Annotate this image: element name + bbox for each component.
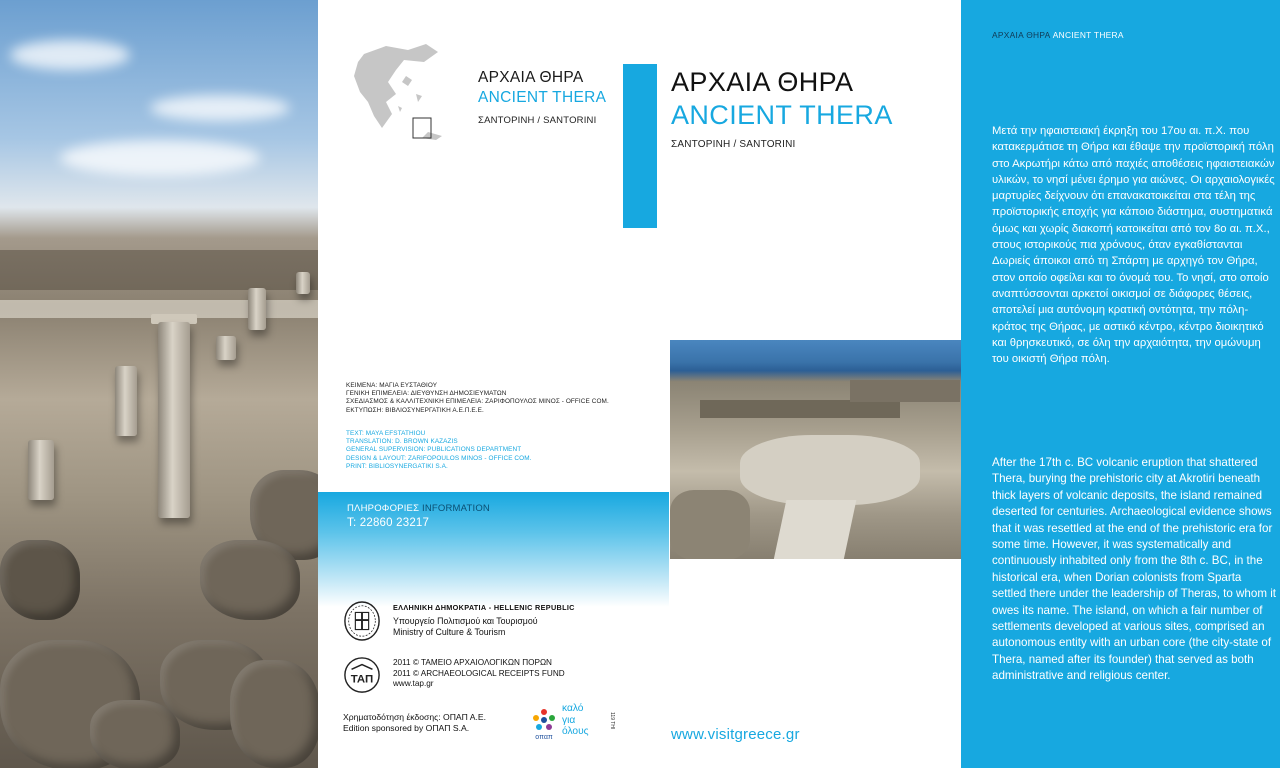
photo-wall (850, 380, 960, 402)
front-title-en: ANCIENT THERA (671, 100, 893, 130)
panel-header-gr: ΑΡΧΑΙΑ ΘΗΡΑ (992, 30, 1051, 40)
slogan-line: όλους (562, 726, 589, 737)
hellenic-republic-emblem-icon (343, 600, 381, 642)
accent-bar (623, 64, 657, 228)
ancient-column (248, 288, 266, 330)
ruins-photo-panel (0, 0, 318, 768)
sponsor-line-en: Edition sponsored by ΟΠΑΠ S.A. (343, 723, 470, 733)
text-panel (961, 0, 1280, 768)
ancient-column (216, 336, 236, 360)
boulder (90, 700, 180, 768)
credit-line: TEXT: MAYA EFSTATHIOU (346, 430, 426, 437)
tap-url: www.tap.gr (393, 679, 434, 688)
credits-greek (346, 382, 646, 415)
opap-label: οπαπ (535, 734, 553, 741)
tap-line-en: 2011 © ARCHAEOLOGICAL RECEIPTS FUND (393, 668, 565, 678)
credit-line: ΚΕΙΜΕΝΑ: ΜΑΓΙΑ ΕΥΣΤΑΘΙΟΥ (346, 382, 438, 389)
panel-header-en: ANCIENT THERA (1052, 30, 1124, 40)
boulder (230, 660, 318, 768)
front-cover-panel (605, 0, 961, 768)
greece-map-icon (346, 36, 446, 156)
ministry-line-en: Ministry of Culture & Tourism (393, 627, 506, 637)
ancient-column (28, 440, 54, 500)
information-label-gr: ΠΛΗΡΟΦΟΡΙΕΣ (347, 503, 420, 514)
front-title-gr: ΑΡΧΑΙΑ ΘΗΡΑ (671, 67, 854, 97)
ministry-line-gr: Υπουργείο Πολιτισμού και Τουρισμού (393, 616, 538, 626)
slogan-line: για (562, 714, 576, 726)
phone-value: 22860 23217 (359, 517, 430, 529)
ancient-column (158, 322, 190, 518)
phone-prefix: Τ: (347, 517, 357, 529)
boulder (200, 540, 300, 620)
credit-line: DESIGN & LAYOUT: ZARIFOPOULOS MINOS - OFFICE COM. (346, 454, 532, 462)
print-code: 119 ΤΗΙ (609, 712, 615, 730)
credit-line: ΓΕΝΙΚΗ ΕΠΙΜΕΛΕΙΑ: ΔΙΕΥΘΥΝΣΗ ΔΗΜΟΣΙΕΥΜΑΤΩΝ (346, 390, 507, 398)
ministry-label (393, 616, 538, 638)
theatre-site-photo (670, 340, 961, 559)
panel-header (992, 30, 1124, 40)
cover-title-gr: ΑΡΧΑΙΑ ΘΗΡΑ (478, 69, 584, 86)
history-paragraph-gr: Μετά την ηφαιστειακή έκρηξη του 17ου αι. π.Χ. που κατακερμάτισε τη Θήρα και έθαψε την προϊστορική πόλη στο Ακρωτήρι κάτω από παχιές αποθέσεις ηφαιστειακών υλικών, το νησί μένει έρημο για αιώνες. Οι αρχαιολογικές μαρτυρίες δείχνουν ότι επανακατοικείται στα τέλη της προϊστορικής εποχής για κάποιο διάστημα, συστηματικά όμως και χωρίς διακοπή κατοικείται από τον 8ο αι. π.Χ., στους ιστορικούς πια χρόνους, όταν εγκαθίστανται Δωριείς άποικοι από τη Σπάρτη με αρχηγό τον Θήρα, στον οποίο οφείλει και το όνομά του. Το νησί, στο οποίο αναπτύσσονται αρκετοί οικισμοί σε διάφορες θέσεις, αποτελεί μια αυτόνομη κρατική οντότητα, την πόλη-κράτος της Θήρας, με αστικό κέντρο, κέντρο διοικητικό και θρησκευτικό, σε όλη την αρχαιότητα, την ομώνυμη του οικιστή Θήρα πόλη. (992, 125, 1275, 366)
theatre-floor (740, 435, 920, 505)
opap-star-logo-icon (530, 704, 558, 742)
boulder (0, 540, 80, 620)
photo-rubble (670, 490, 750, 559)
credit-line: ΣΧΕΔΙΑΣΜΟΣ & ΚΑΛΛΙΤΕΧΝΙΚΗ ΕΠΙΜΕΛΕΙΑ: ΖΑΡΙΦΟΠΟΥΛΟΣ ΜΙΝΟΣ - OFFICE COM. (346, 398, 609, 406)
tap-fund-text (393, 658, 565, 690)
history-paragraph-en: After the 17th c. BC volcanic eruption that shattered Thera, burying the prehistoric city at Akrotiri beneath thick layers of volcanic deposits, the island remained deserted for centuries. Archaeological evidence shows that it was resettled at the end of the prehistoric era for some time. However, it was systematically and continuously inhabited only from the 8th c. BC, in the historical era, when Dorian colonists from Sparta settled there under the leadership of Theras, to whom it owes its name. The island, on which a fair number of settlements developed at various sites, comprised an autonomous entity with an urban core (the city-state of Thera, named after its founder) that served as both administrative and religious center. (992, 456, 1276, 683)
phone-number (347, 517, 429, 529)
tap-line-gr: 2011 © ΤΑΜΕΙΟ ΑΡΧΑΙΟΛΟΓΙΚΩΝ ΠΟΡΩΝ (393, 658, 552, 667)
credit-line: GENERAL SUPERVISION: PUBLICATIONS DEPARTMENT (346, 446, 522, 454)
cover-title-en: ANCIENT THERA (478, 89, 607, 106)
cloud (150, 95, 290, 121)
information-label-en: INFORMATION (422, 503, 490, 514)
svg-text:ΤΑΠ: ΤΑΠ (350, 673, 374, 686)
kalo-gia-olous-slogan (562, 703, 589, 738)
credits-english (346, 430, 646, 471)
cloud (60, 140, 260, 176)
ancient-column (115, 366, 137, 436)
tap-fund-logo-icon (343, 656, 381, 694)
credit-line: ΕΚΤΥΠΩΣΗ: ΒΙΒΛΙΟΣΥΝΕΡΓΑΤΙΚΗ Α.Ε.Π.Ε.Ε. (346, 406, 484, 414)
stone-wall-remains (0, 250, 318, 290)
visitgreece-link[interactable]: www.visitgreece.gr (671, 726, 800, 743)
ancient-column (296, 272, 310, 294)
hellenic-republic-label: ΕΛΛΗΝΙΚΗ ΔΗΜΟΚΡΑΤΙΑ - HELLENIC REPUBLIC (393, 603, 575, 612)
sponsor-line-gr: Χρηματοδότηση έκδοσης: ΟΠΑΠ Α.Ε. (343, 712, 487, 722)
cloud (10, 40, 130, 70)
photo-path (774, 500, 857, 559)
sponsor-text (343, 712, 486, 734)
front-location: ΣΑΝΤΟΡΙΝΗ / SANTORINI (671, 139, 796, 150)
slogan-line: καλό (562, 703, 584, 714)
credit-line: PRINT: BIBLIOSYNERGATIKI S.A. (346, 462, 448, 470)
photo-wall (700, 400, 900, 418)
credit-line: TRANSLATION: D. BROWN KAZAZIS (346, 438, 458, 446)
cover-location: ΣΑΝΤΟΡΙΝΗ / SANTORINI (478, 115, 597, 126)
information-label (347, 503, 490, 514)
